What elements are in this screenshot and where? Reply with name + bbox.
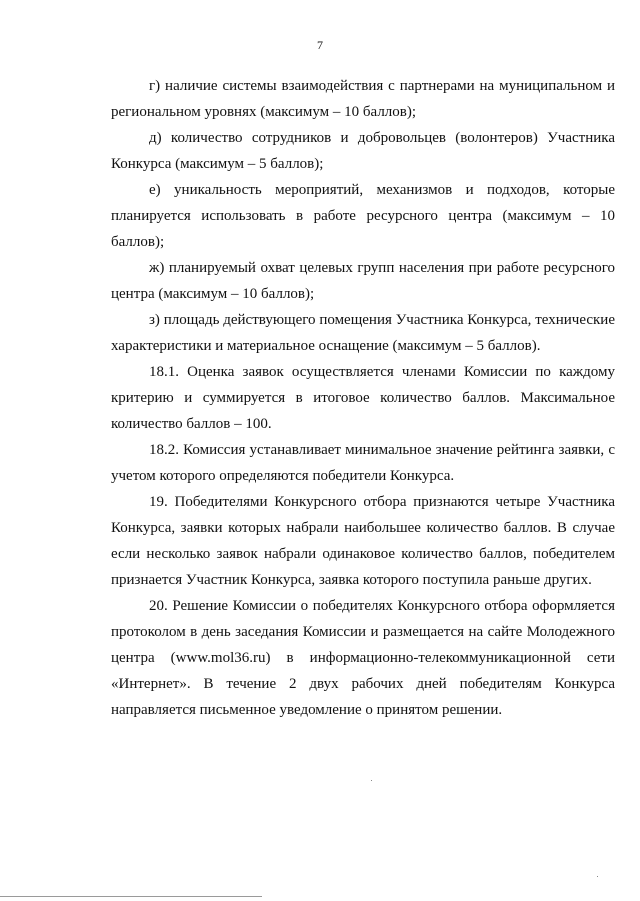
scan-speck	[371, 780, 372, 781]
paragraph-18-2: 18.2. Комиссия устанавливает минимальное значение рейтинга заявки, с учетом которого определяются победители Конкурса.	[111, 442, 615, 484]
document-body	[111, 73, 615, 723]
paragraph-20: 20. Решение Комиссии о победителях Конкурсного отбора оформляется протоколом в день заседания Комиссии и размещается на сайте Молодежного центра (www.mol36.ru) в информационно-телекоммуникационной сети «Интернет». В течение 2 двух рабочих дней победителям Конкурса направляется письменное уведомление о принятом решении.	[111, 598, 615, 718]
paragraph-19: 19. Победителями Конкурсного отбора признаются четыре Участника Конкурса, заявки которых набрали наибольшее количество баллов. В случае если несколько заявок набрали одинаковое количество баллов, победителем признается Участник Конкурса, заявка которого поступила раньше других.	[111, 494, 615, 588]
paragraph-criterion-z: з) площадь действующего помещения Участника Конкурса, технические характеристики и материальное оснащение (максимум – 5 баллов).	[111, 312, 615, 354]
paragraph-criterion-e: е) уникальность мероприятий, механизмов и подходов, которые планируется использовать в работе ресурсного центра (максимум – 10 баллов);	[111, 182, 615, 250]
paragraph-criterion-d: д) количество сотрудников и добровольцев (волонтеров) Участника Конкурса (максимум – 5 баллов);	[111, 130, 615, 172]
page-number: 7	[317, 38, 323, 52]
scan-footer-line	[0, 896, 262, 897]
paragraph-18-1: 18.1. Оценка заявок осуществляется членами Комиссии по каждому критерию и суммируется в итоговое количество баллов. Максимальное количество баллов – 100.	[111, 364, 615, 432]
paragraph-criterion-g: г) наличие системы взаимодействия с партнерами на муниципальном и региональном уровнях (максимум – 10 баллов);	[111, 78, 615, 120]
paragraph-criterion-zh: ж) планируемый охват целевых групп населения при работе ресурсного центра (максимум – 10 баллов);	[111, 260, 615, 302]
scan-speck	[597, 876, 598, 877]
